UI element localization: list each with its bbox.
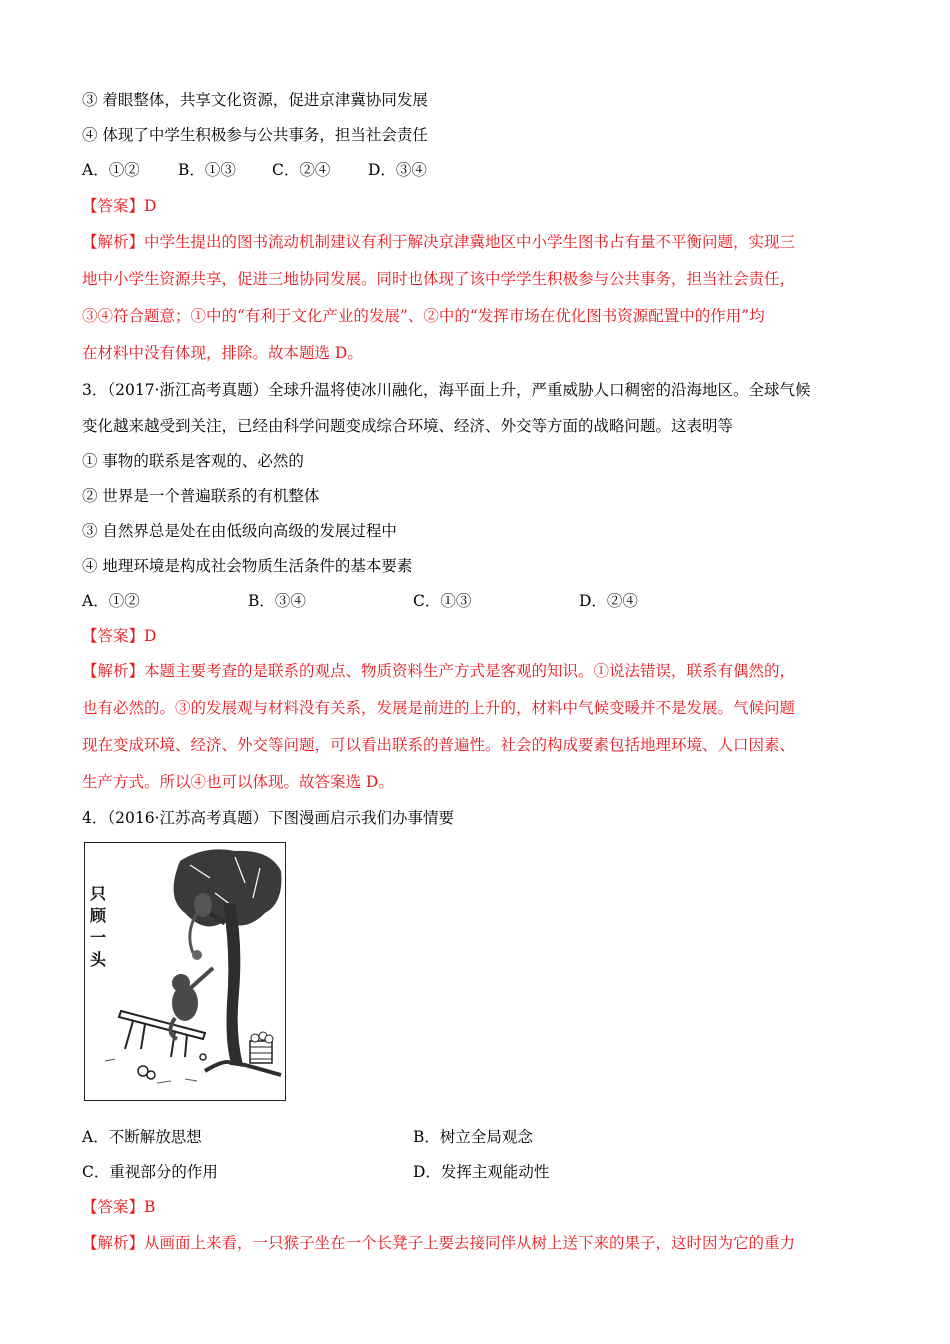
q2-analysis-line-1 <box>82 232 795 252</box>
caption-char-4: 头 <box>90 950 107 969</box>
q4-option-a: A．不断解放思想 <box>82 1128 202 1146</box>
fruit-basket-icon <box>250 1032 273 1063</box>
analysis-text: 中学生提出的图书流动机制建议有利于解决京津冀地区中小学生图书占有量不平衡问题，实现三 <box>144 233 796 251</box>
cartoon-drawing <box>85 843 284 1099</box>
q3-analysis-line-3: 现在变成环境、经济、外交等问题，可以看出联系的普遍性。社会的构成要素包括地理环境、人口因素、 <box>82 736 796 754</box>
q3-item-1: ① 事物的联系是客观的、必然的 <box>82 452 304 470</box>
answer-value: B <box>144 1198 156 1216</box>
analysis-label: 【解析】 <box>82 1234 145 1252</box>
q3-option-a: A．①② <box>82 592 140 610</box>
q3-item-2: ② 世界是一个普遍联系的有机整体 <box>82 487 320 505</box>
q3-analysis-line-1 <box>82 661 795 681</box>
q3-analysis-line-4: 生产方式。所以④也可以体现。故答案选 D。 <box>82 773 394 791</box>
analysis-label: 【解析】 <box>82 662 145 680</box>
answer-value: D <box>144 197 157 215</box>
caption-char-2: 顾 <box>90 906 107 925</box>
analysis-label: 【解析】 <box>82 233 145 251</box>
q2-analysis-line-2: 地中小学生资源共享，促进三地协同发展。同时也体现了该中学学生积极参与公共事务，担当社会责任， <box>82 270 796 288</box>
q3-item-3: ③ 自然界总是处在由低级向高级的发展过程中 <box>82 522 397 540</box>
answer-label: 【答案】 <box>82 627 145 645</box>
analysis-text: 从画面上来看，一只猴子坐在一个长凳子上要去接同伴从树上送下来的果子，这时因为它的重力 <box>144 1234 796 1252</box>
q3-answer <box>82 626 156 646</box>
answer-label: 【答案】 <box>82 197 145 215</box>
q2-item-4: ④ 体现了中学生积极参与公共事务，担当社会责任 <box>82 126 428 144</box>
q4-answer <box>82 1197 155 1217</box>
q2-answer <box>82 196 156 216</box>
q2-option-b: B．①③ <box>178 161 236 179</box>
q2-option-c: C．②④ <box>272 161 331 179</box>
q2-item-3: ③ 着眼整体，共享文化资源，促进京津冀协同发展 <box>82 91 428 109</box>
caption-char-3: 一 <box>90 928 107 947</box>
q4-option-d: D．发挥主观能动性 <box>413 1163 550 1181</box>
q4-stem: 4．（2016·江苏高考真题）下图漫画启示我们办事情要 <box>82 809 454 827</box>
dropped-fruit-icon <box>138 1054 206 1079</box>
q3-item-4: ④ 地理环境是构成社会物质生活条件的基本要素 <box>82 557 413 575</box>
q3-stem-line-2: 变化越来越受到关注，已经由科学问题变成综合环境、经济、外交等方面的战略问题。这表明等 <box>82 417 734 435</box>
q2-analysis-line-4: 在材料中没有体现，排除。故本题选 D。 <box>82 344 363 362</box>
analysis-text: 本题主要考查的是联系的观点、物质资料生产方式是客观的知识。①说法错误，联系有偶然的， <box>144 662 796 680</box>
q3-option-b: B．③④ <box>248 592 306 610</box>
answer-value: D <box>144 627 157 645</box>
cartoon-image <box>84 842 286 1101</box>
q3-stem-line-1: 3．（2017·浙江高考真题）全球升温将使冰川融化，海平面上升，严重威胁人口稠密的沿海地区。全球气候 <box>82 381 811 399</box>
q3-analysis-line-2: 也有必然的。③的发展观与材料没有关系，发展是前进的上升的，材料中气候变暖并不是发展。气候问题 <box>82 699 796 717</box>
q3-option-d: D．②④ <box>579 592 638 610</box>
q2-analysis-line-3: ③④符合题意；①中的“有利于文化产业的发展”、②中的“发挥市场在优化图书资源配置中的作用”均 <box>82 307 765 325</box>
q2-option-d: D．③④ <box>368 161 427 179</box>
caption-char-1: 只 <box>90 884 107 903</box>
q4-analysis-line-1 <box>82 1233 795 1253</box>
q4-option-b: B．树立全局观念 <box>413 1128 533 1146</box>
q2-option-a: A．①② <box>82 161 140 179</box>
q3-option-c: C．①③ <box>413 592 472 610</box>
q4-option-c: C．重视部分的作用 <box>82 1163 218 1181</box>
answer-label: 【答案】 <box>82 1198 145 1216</box>
